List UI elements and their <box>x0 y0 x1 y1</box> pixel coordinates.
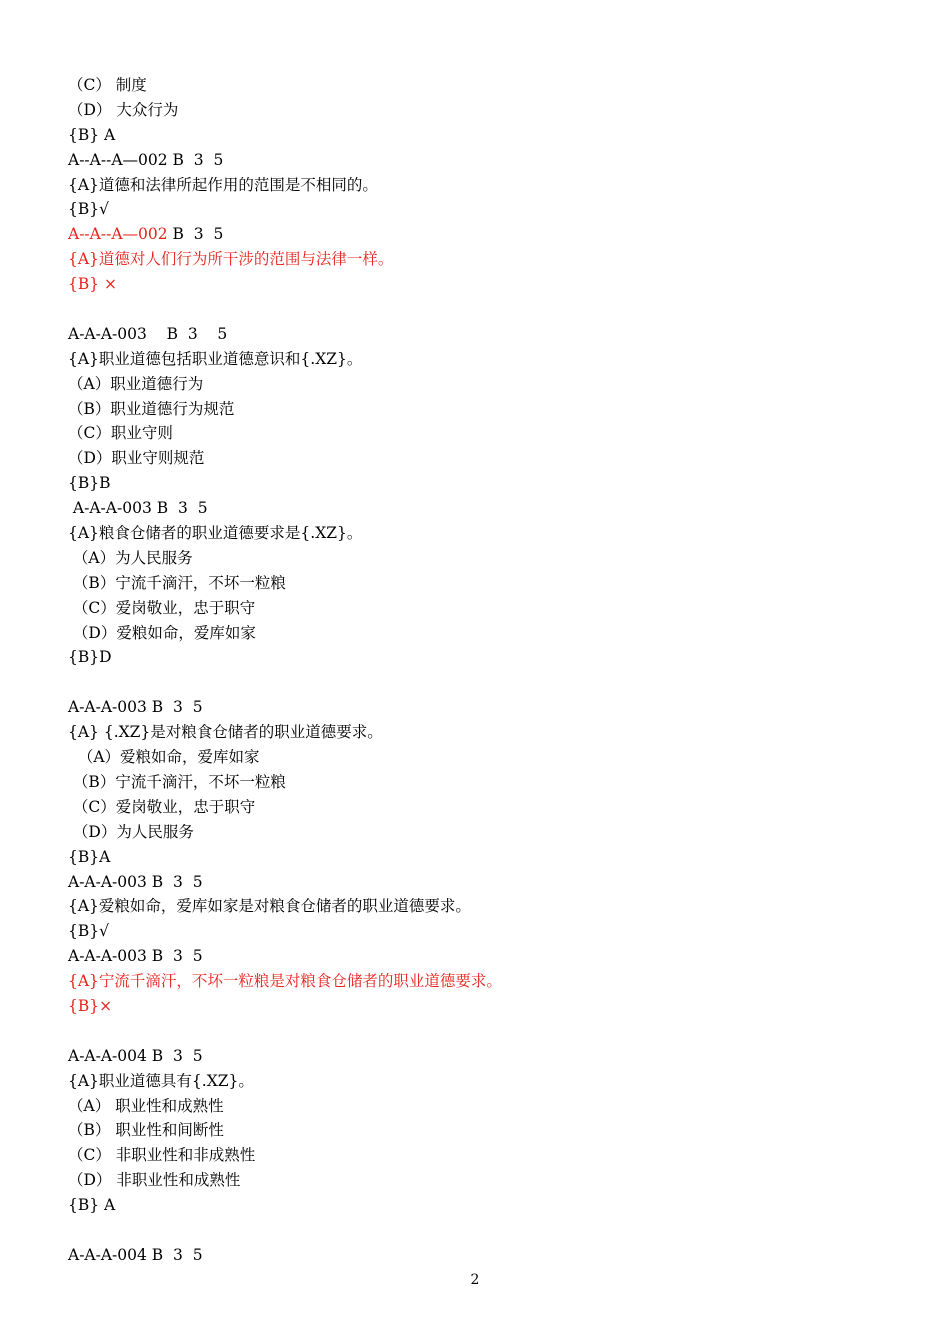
highlighted-line: {A}道德对人们行为所干涉的范围与法律一样。 <box>68 250 394 269</box>
text-line: （C） 制度 <box>68 76 147 94</box>
text-line: （A）为人民服务 <box>68 548 193 567</box>
text-line: {B} A <box>68 1196 116 1215</box>
text-line: （C）爱岗敬业，忠于职守 <box>68 598 256 617</box>
text-line: （C）爱岗敬业，忠于职守 <box>68 797 256 816</box>
text-line: A-A-A-004 B 3 5 <box>68 1046 203 1065</box>
text-line: （B）宁流千滴汗，不坏一粒粮 <box>68 573 286 592</box>
document-body <box>68 73 888 1268</box>
text-line: （C） 非职业性和非成熟性 <box>68 1146 256 1165</box>
text-line: （D） 非职业性和成熟性 <box>68 1171 241 1190</box>
blank-line <box>68 670 888 695</box>
text-line: （A）爱粮如命，爱库如家 <box>68 748 260 767</box>
text-line: {B}√ <box>68 200 109 219</box>
text-line: {A}道德和法律所起作用的范围是不相同的。 <box>68 175 378 194</box>
highlighted-line: {B}× <box>68 996 113 1015</box>
text-line: （D）为人民服务 <box>68 822 194 841</box>
text-line: {A}职业道德包括职业道德意识和{.XZ}。 <box>68 349 363 368</box>
text-line: （B）宁流千滴汗，不坏一粒粮 <box>68 772 286 791</box>
text-line: {B}A <box>68 847 111 866</box>
text-line: {B} A <box>68 125 116 144</box>
text-line: {A}职业道德具有{.XZ}。 <box>68 1071 254 1090</box>
text-line: {A}爱粮如命，爱库如家是对粮食仓储者的职业道德要求。 <box>68 897 471 916</box>
text-line: A-A-A-003 B 3 5 <box>68 947 203 966</box>
blank-line <box>68 1019 888 1044</box>
text-line: （D） 大众行为 <box>68 100 179 119</box>
blank-line <box>68 297 888 322</box>
text-line: （A） 职业性和成熟性 <box>68 1096 224 1115</box>
highlighted-line: {A}宁流千滴汗，不坏一粒粮是对粮食仓储者的职业道德要求。 <box>68 972 502 991</box>
text-line: （D）职业守则规范 <box>68 449 205 468</box>
text-line: {B}B <box>68 474 111 493</box>
text-line: A--A--A—002 B 3 5 <box>68 150 224 169</box>
highlighted-text: A--A--A—002 <box>68 225 168 244</box>
text-line: {B}D <box>68 648 112 667</box>
text-line: （B） 职业性和间断性 <box>68 1121 224 1140</box>
highlighted-line: {B} × <box>68 275 118 294</box>
plain-text: B 3 5 <box>167 225 224 244</box>
blank-line <box>68 1218 888 1243</box>
text-line: {A} {.XZ}是对粮食仓储者的职业道德要求。 <box>68 723 383 742</box>
text-line: A-A-A-003 B 3 5 <box>68 324 228 343</box>
text-line: （B）职业道德行为规范 <box>68 399 235 418</box>
text-line: {A}粮食仓储者的职业道德要求是{.XZ}。 <box>68 524 363 543</box>
text-line: （D）爱粮如命，爱库如家 <box>68 623 256 642</box>
page-number: 2 <box>470 1272 480 1288</box>
text-line: A-A-A-003 B 3 5 <box>68 872 203 891</box>
text-line: {B}√ <box>68 922 109 941</box>
text-line <box>68 222 888 247</box>
text-line: （C）职业守则 <box>68 424 173 443</box>
text-line: A-A-A-004 B 3 5 <box>68 1245 203 1264</box>
text-line: A-A-A-003 B 3 5 <box>68 698 203 717</box>
text-line: A-A-A-003 B 3 5 <box>68 499 208 518</box>
text-line: （A）职业道德行为 <box>68 374 204 393</box>
